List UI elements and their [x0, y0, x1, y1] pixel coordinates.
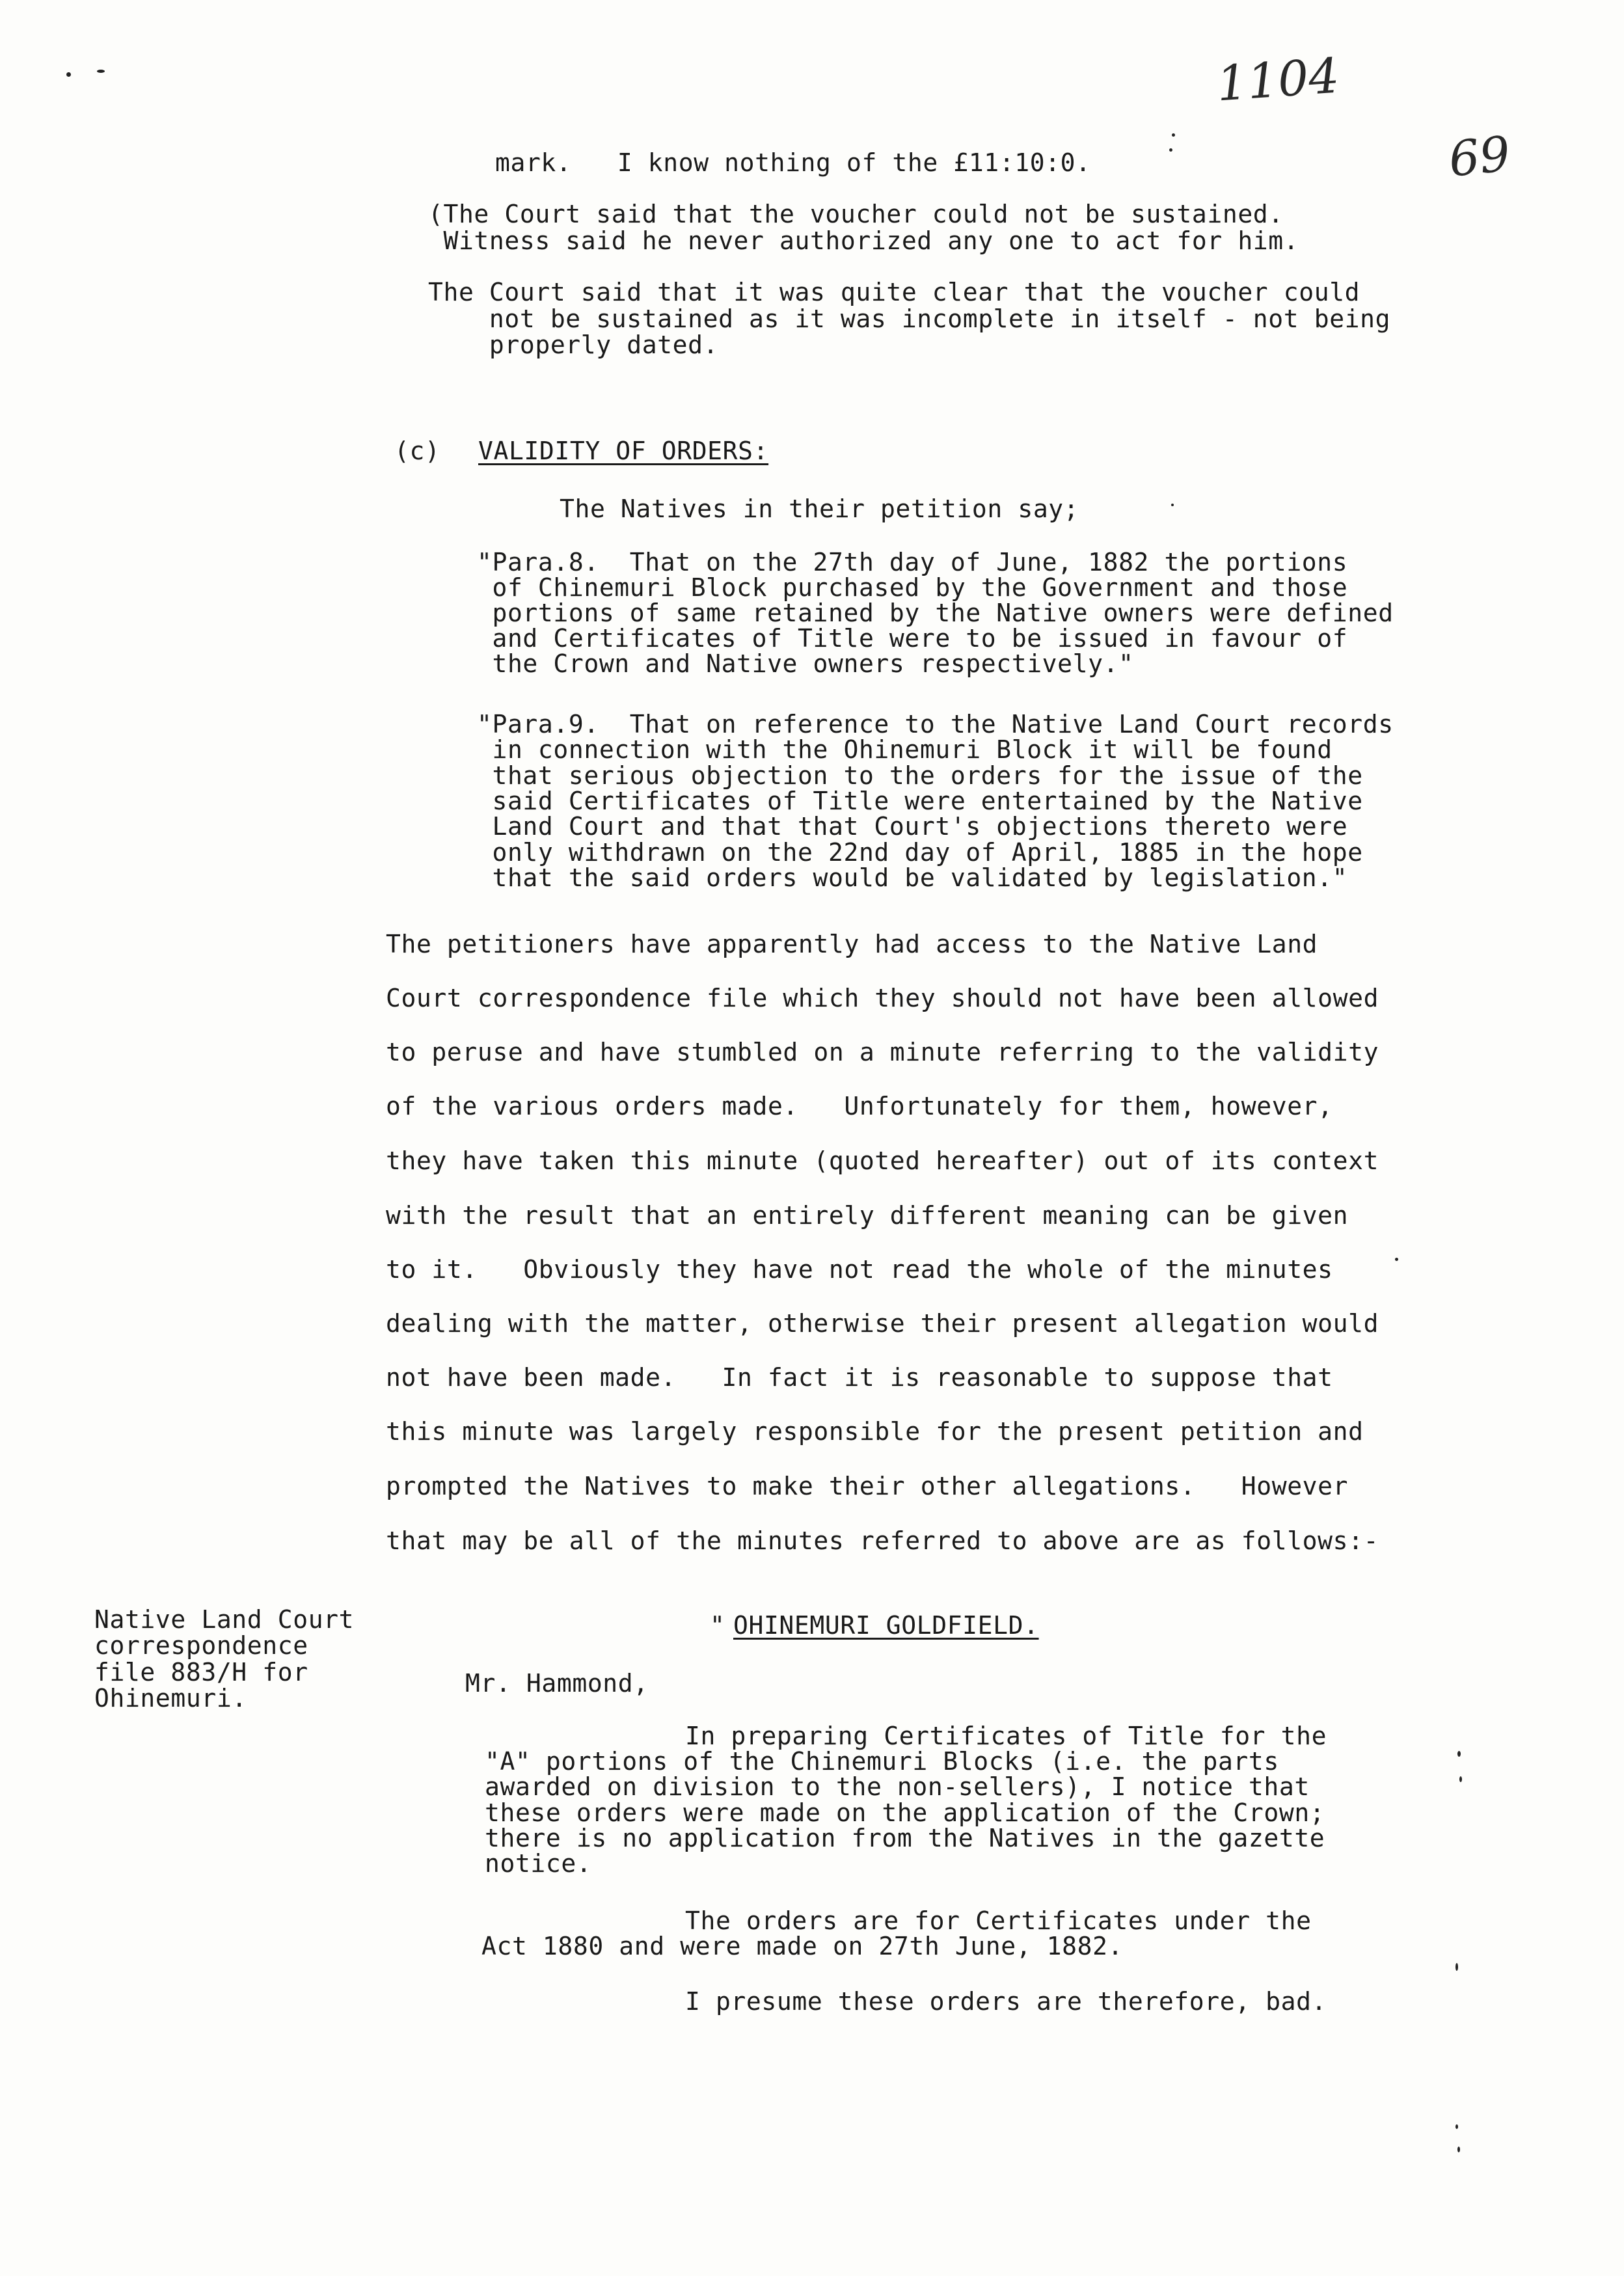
- para-8-line: "Para.8. That on the 27th day of June, 1882 the portions: [477, 548, 1348, 576]
- minute-p1-line: "A" portions of the Chinemuri Blocks (i.e. the parts: [485, 1747, 1279, 1776]
- body-line: they have taken this minute (quoted hereafter) out of its context: [386, 1146, 1379, 1175]
- minute-title: OHINEMURI GOLDFIELD.: [733, 1611, 1039, 1640]
- minute-p1-line: In preparing Certificates of Title for the: [685, 1722, 1327, 1750]
- scan-speck: [66, 72, 71, 77]
- court-said-line-2: Witness said he never authorized any one to act for him.: [428, 226, 1299, 255]
- section-label: (c): [394, 437, 440, 465]
- folio-mark: [1379, 70, 1519, 250]
- scan-speck: [1172, 133, 1175, 137]
- para-9-line: that the said orders would be validated by legislation.": [477, 863, 1348, 892]
- body-line: this minute was largely responsible for the present petition and: [386, 1417, 1364, 1446]
- petition-intro: The Natives in their petition say;: [560, 494, 1079, 523]
- body-line: The petitioners have apparently had access to the Native Land: [386, 930, 1318, 958]
- scan-speck: [1455, 1963, 1458, 1971]
- minute-p1-line: these orders were made on the application of the Crown;: [485, 1798, 1325, 1827]
- court-said-line-1: (The Court said that the voucher could not be sustained.: [428, 200, 1284, 228]
- scan-speck: [1171, 504, 1174, 506]
- para-9-line: "Para.9. That on reference to the Native Land Court records: [477, 710, 1394, 738]
- para-9-line: that serious objection to the orders for the issue of the: [477, 761, 1363, 790]
- scan-speck: [1457, 2147, 1460, 2152]
- margin-note-line: file 883/H for: [94, 1658, 308, 1687]
- line-mark: mark. I know nothing of the £11:10:0.: [495, 148, 1091, 177]
- body-line: not have been made. In fact it is reasonable to suppose that: [386, 1363, 1333, 1392]
- para-9-line: Land Court and that that Court's objections thereto were: [477, 812, 1348, 841]
- court-clear-line-2: not be sustained as it was incomplete in itself - not being: [428, 305, 1391, 333]
- scan-speck: [1459, 1776, 1462, 1782]
- minute-salutation: Mr. Hammond,: [465, 1669, 649, 1698]
- body-line: of the various orders made. Unfortunately for them, however,: [386, 1092, 1333, 1120]
- para-9-line: only withdrawn on the 22nd day of April, 1885 in the hope: [477, 838, 1363, 867]
- body-line: dealing with the matter, otherwise their present allegation would: [386, 1309, 1379, 1338]
- scan-speck: [1455, 2124, 1458, 2129]
- minute-p1-line: there is no application from the Natives in the gazette: [485, 1824, 1325, 1852]
- minute-p1-line: awarded on division to the non-sellers), I notice that: [485, 1772, 1310, 1801]
- scan-speck: [1169, 148, 1172, 152]
- folio-mark-text: 69: [1446, 126, 1513, 188]
- scan-speck: [1457, 1751, 1461, 1757]
- para-9-line: said Certificates of Title were entertained by the Native: [477, 787, 1363, 815]
- court-clear-line-3: properly dated.: [428, 331, 719, 359]
- minute-p2-line: Act 1880 and were made on 27th June, 1882.: [481, 1932, 1124, 1960]
- body-line: prompted the Natives to make their other allegations. However: [386, 1472, 1349, 1500]
- para-8-line: of Chinemuri Block purchased by the Government and those: [477, 573, 1348, 602]
- body-line: Court correspondence file which they should not have been allowed: [386, 984, 1379, 1012]
- margin-note-line: Native Land Court: [94, 1605, 355, 1634]
- para-8-line: the Crown and Native owners respectively.": [477, 649, 1134, 678]
- scan-speck: [97, 70, 105, 73]
- body-line: that may be all of the minutes referred to above are as follows:-: [386, 1526, 1379, 1555]
- minute-p1-line: notice.: [485, 1849, 592, 1878]
- para-9-line: in connection with the Ohinemuri Block it will be found: [477, 735, 1333, 764]
- minute-p2-line: The orders are for Certificates under the: [685, 1906, 1312, 1935]
- para-8-line: portions of same retained by the Native owners were defined: [477, 599, 1394, 627]
- minute-p3: I presume these orders are therefore, bad.: [685, 1987, 1327, 2016]
- margin-note-line: correspondence: [94, 1631, 308, 1660]
- margin-note-line: Ohinemuri.: [94, 1684, 247, 1713]
- court-clear-line-1: The Court said that it was quite clear that the voucher could: [428, 278, 1360, 306]
- section-heading: VALIDITY OF ORDERS:: [478, 437, 769, 465]
- para-8-line: and Certificates of Title were to be issued in favour of: [477, 624, 1348, 653]
- body-line: with the result that an entirely different meaning can be given: [386, 1201, 1349, 1230]
- body-line: to it. Obviously they have not read the whole of the minutes: [386, 1255, 1333, 1284]
- body-line: to peruse and have stumbled on a minute referring to the validity: [386, 1038, 1379, 1066]
- minute-title-quote: ": [710, 1611, 725, 1640]
- scan-speck: [1395, 1258, 1398, 1261]
- folio-number: 1104: [1215, 47, 1342, 113]
